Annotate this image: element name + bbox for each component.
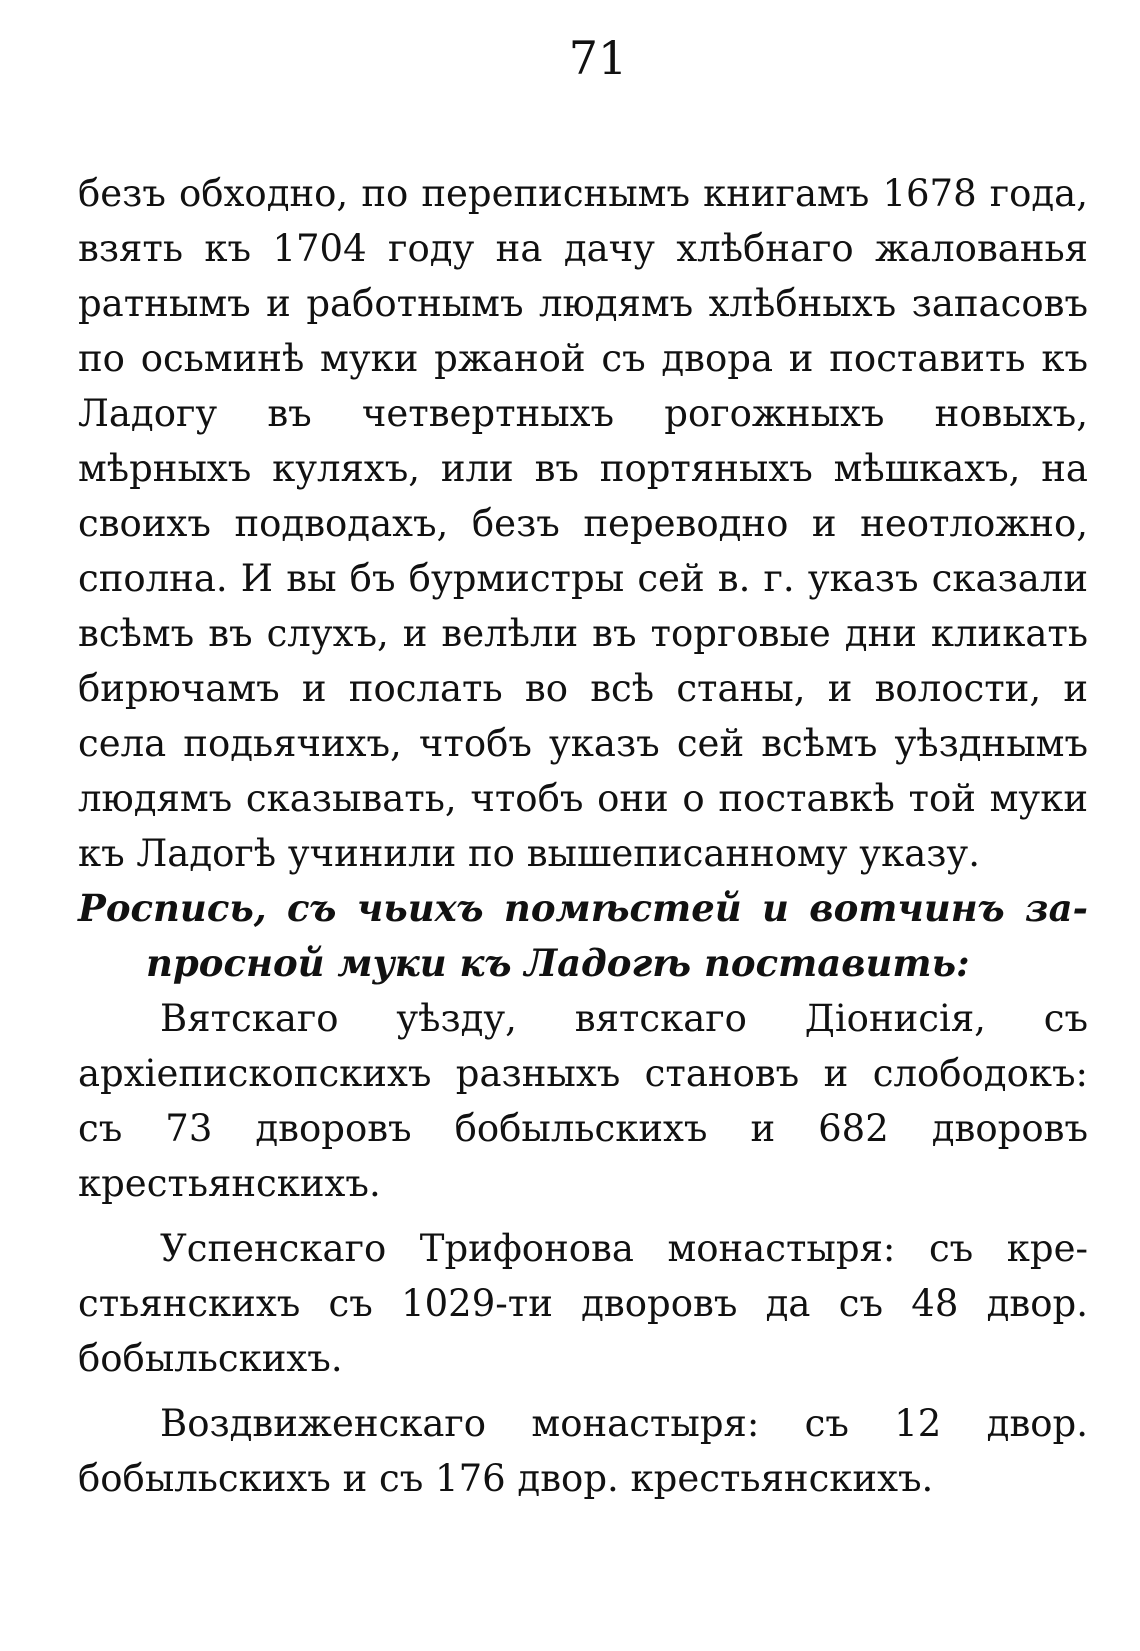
page-number: 71	[568, 31, 628, 85]
entry-vozdvizhensky-monastery: Воздвиженскаго монастыря: съ 12 двор. бобыльскихъ и съ 176 двор. крестьянскихъ.	[78, 1402, 1088, 1500]
list-heading: Роспись, съ чьихъ помѣстей и вотчинъ запросной муки къ Ладогѣ поставить:	[78, 886, 1088, 985]
entry-uspensky-monastery: Успенскаго Трифонова монастыря: съ крестьянскихъ съ 1029-ти дворовъ да съ 48 двор. бобыльскихъ.	[78, 1227, 1088, 1380]
book-page	[78, 28, 1088, 1506]
entry-vyatka: Вятскаго уѣзду, вятскаго Діонисія, съ архіепископскихъ разныхъ становъ и слободокъ: съ 73 дворовъ бобыльскихъ и 682 дворовъ крестьянскихъ.	[78, 997, 1088, 1205]
main-paragraph: безъ обходно, по переписнымъ книгамъ 1678 года, взять къ 1704 году на дачу хлѣбнаго жалованья ратнымъ и работнымъ людямъ хлѣбныхъ запасовъ по осьминѣ муки ржаной съ двора и поставить къ Ладогу въ четвертныхъ рогожныхъ новыхъ, мѣрныхъ куляхъ, или въ портяныхъ мѣшкахъ, на своихъ подводахъ, безъ переводно и неотложно, сполна. И вы бъ бурмистры сей в. г. указъ сказали всѣмъ въ слухъ, и велѣли въ торговые дни кликать бирючамъ и послать во всѣ станы, и волости, и села подьячихъ, чтобъ указъ сей всѣмъ уѣзднымъ людямъ сказывать, чтобъ они о поставкѣ той муки къ Ладогѣ учинили по вышеписанному указу.	[78, 172, 1088, 875]
